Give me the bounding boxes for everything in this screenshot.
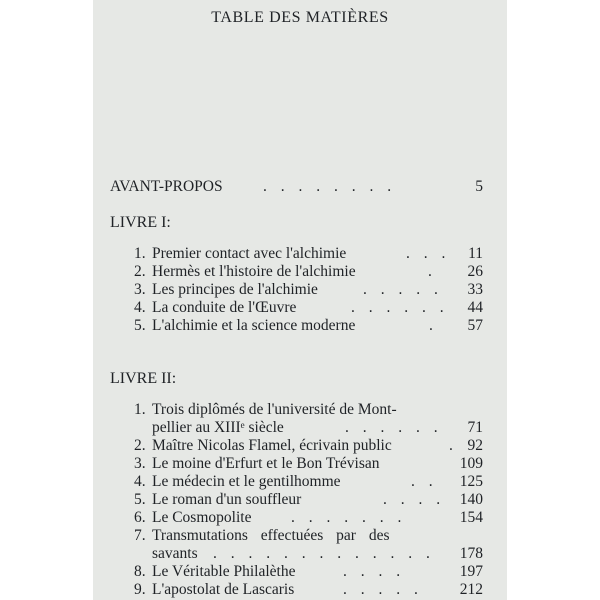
toc-page-number: 212	[459, 581, 483, 598]
toc-page-number: 140	[459, 491, 483, 508]
toc-leader-dots: . . . . . . . . . . . . .	[213, 545, 435, 562]
toc-page-number: 44	[467, 299, 483, 316]
section-heading-livre-1: LIVRE I:	[110, 214, 171, 231]
toc-page-number: 178	[459, 545, 483, 562]
toc-entry-title-continued: pellier au XIIIᵉ siècle	[152, 419, 284, 436]
page-title: TABLE DES MATIÈRES	[211, 9, 389, 26]
toc-leader-dots: . . . .	[343, 563, 406, 580]
toc-entry-title: Transmutations effectuées par des	[152, 527, 390, 544]
toc-entry-number: 4.	[134, 473, 146, 490]
toc-leader-dots: . . . .	[383, 491, 446, 508]
toc-leader-dots: .	[428, 263, 437, 280]
toc-entry-number: 5.	[134, 491, 146, 508]
toc-leader-dots: . .	[411, 473, 438, 490]
toc-page-number: 5	[475, 178, 483, 195]
toc-entry-number: 5.	[134, 317, 146, 334]
toc-leader-dots: . . . . . . . .	[263, 178, 397, 195]
toc-leader-dots: . . . . . .	[351, 299, 449, 316]
toc-entry-label: AVANT-PROPOS	[110, 178, 223, 195]
toc-entry-title: L'alchimie et la science moderne	[152, 317, 356, 334]
toc-entry-number: 8.	[134, 563, 146, 580]
toc-page-number: 197	[459, 563, 483, 580]
toc-leader-dots: .	[449, 437, 458, 454]
toc-entry-number: 7.	[134, 527, 146, 544]
toc-page-number: 92	[467, 437, 483, 454]
toc-page-number: 26	[467, 263, 483, 280]
toc-page-number: 125	[459, 473, 483, 490]
toc-entry-number: 3.	[134, 455, 146, 472]
toc-page-number: 109	[459, 455, 483, 472]
toc-entry-number: 6.	[134, 509, 146, 526]
toc-entry-number: 9.	[134, 581, 146, 598]
toc-entry-number: 1.	[134, 245, 146, 262]
toc-entry-number: 1.	[134, 401, 146, 418]
toc-entry-title: Premier contact avec l'alchimie	[152, 245, 347, 262]
book-page	[93, 0, 507, 600]
toc-entry-title: L'apostolat de Lascaris	[152, 581, 295, 598]
toc-entry-title: Le roman d'un souffleur	[152, 491, 302, 508]
toc-entry-title-continued: savants	[152, 545, 198, 562]
toc-page-number: 57	[467, 317, 483, 334]
toc-leader-dots: .	[429, 317, 438, 334]
toc-entry-title: Hermès et l'histoire de l'alchimie	[152, 263, 356, 280]
toc-entry-title: Le Cosmopolite	[152, 509, 252, 526]
toc-leader-dots: . . .	[406, 245, 451, 262]
toc-page-number: 71	[467, 419, 483, 436]
toc-leader-dots: . . . . . . .	[291, 509, 407, 526]
toc-entry-number: 4.	[134, 299, 146, 316]
toc-entry-title: Le médecin et le gentilhomme	[152, 473, 341, 490]
toc-entry-title: Le moine d'Erfurt et le Bon Trévisan	[152, 455, 380, 472]
toc-page-number: 11	[468, 245, 483, 262]
toc-leader-dots: . . . . . .	[345, 419, 443, 436]
toc-leader-dots: . . . . .	[363, 281, 443, 298]
toc-entry-number: 2.	[134, 437, 146, 454]
toc-entry-title: La conduite de l'Œuvre	[152, 299, 297, 316]
toc-page-number: 33	[467, 281, 483, 298]
toc-entry-title: Les principes de l'alchimie	[152, 281, 318, 298]
toc-entry-title: Le Véritable Philalèthe	[152, 563, 296, 580]
toc-entry-number: 2.	[134, 263, 146, 280]
toc-page-number: 154	[459, 509, 483, 526]
toc-entry-number: 3.	[134, 281, 146, 298]
toc-entry-title: Maître Nicolas Flamel, écrivain public	[152, 437, 392, 454]
toc-entry-title: Trois diplômés de l'université de Mont-	[152, 401, 397, 418]
toc-leader-dots: . . . . .	[343, 581, 423, 598]
section-heading-livre-2: LIVRE II:	[110, 370, 177, 387]
